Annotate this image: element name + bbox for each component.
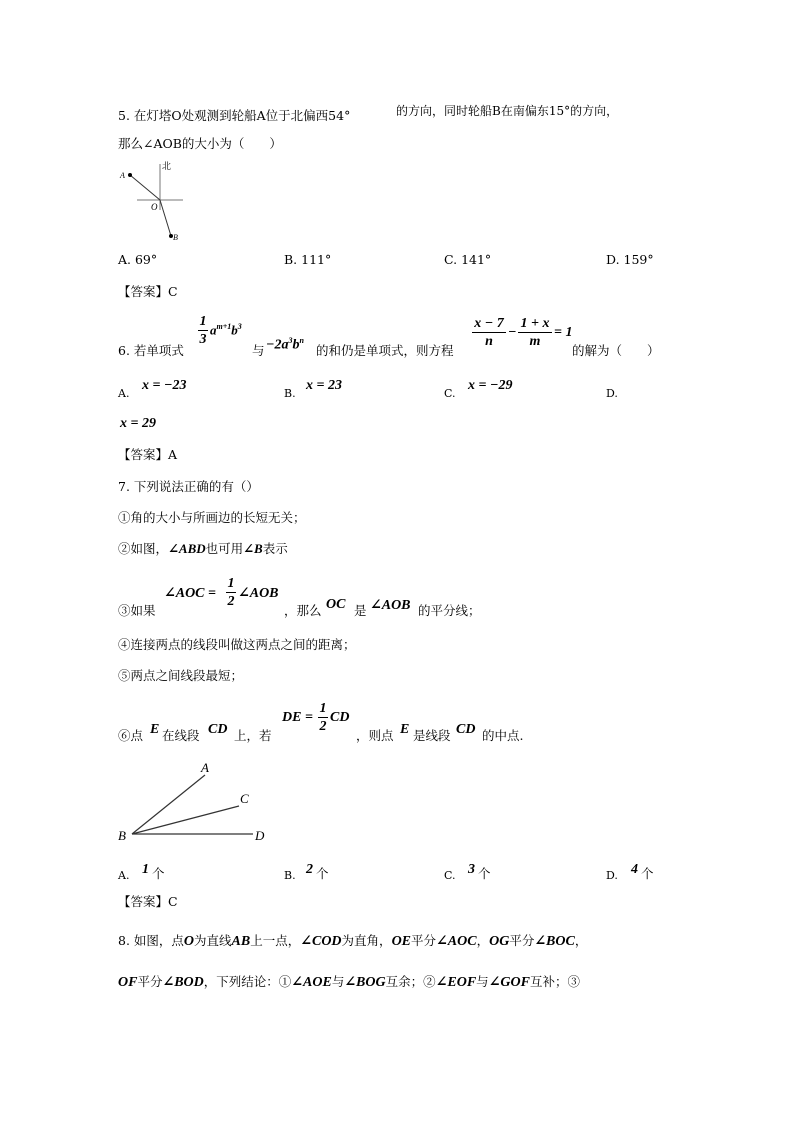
label-b: B: [118, 828, 126, 843]
q6-option-c-value: x = −29: [468, 378, 513, 393]
q7-option-a-label: A.: [118, 869, 130, 882]
q5-answer: 【答案】C: [118, 284, 178, 299]
q6-suffix: 的解为（ ）: [572, 343, 660, 358]
q6-equation-minus: −: [508, 325, 517, 340]
q5-option-b: B. 111°: [284, 252, 332, 267]
q7-s3-oc: OC: [326, 597, 346, 612]
q6-mono1-coefficient: 1 3: [199, 314, 207, 347]
q7-option-b-unit: 个: [316, 866, 329, 881]
q6-option-d-value: x = 29: [120, 416, 156, 431]
q7-option-b-label: B.: [284, 869, 296, 882]
label-a: A: [120, 171, 125, 180]
q6-option-b-label: B.: [284, 387, 296, 400]
ray-oa: [130, 175, 160, 200]
q7-s3-suffix: 的平分线；: [418, 603, 481, 618]
q7-s6-then: ，则点: [356, 728, 394, 743]
q5-option-d: D. 159°: [606, 252, 654, 267]
q7-s6-cd2: CD: [456, 722, 476, 737]
q7-s6-suffix: 的中点.: [482, 728, 524, 743]
q8-stem-line2: OF平分∠BOD，下列结论：①∠AOE与∠BOG互余；②∠EOF与∠GOF互补；③: [118, 974, 580, 990]
q6-option-c-label: C.: [444, 387, 456, 400]
q7-option-c-label: C.: [444, 869, 456, 882]
q7-s6-is-segment: 是线段: [413, 728, 451, 743]
q8-stem-line1: 8. 如图，点O为直线AB上一点，∠COD为直角，OE平分∠AOC，OG平分∠BOC，: [118, 933, 588, 949]
q7-s3-rhs: ∠AOB: [238, 586, 279, 601]
q7-answer: 【答案】C: [118, 894, 178, 909]
label-b: B: [173, 233, 178, 242]
q7-option-b-num: 2: [306, 862, 313, 877]
q7-s6-e2: E: [400, 722, 410, 737]
q6-option-b-value: x = 23: [306, 378, 342, 393]
q7-s6-cd: CD: [208, 722, 228, 737]
q7-s3-then: ，那么: [284, 603, 322, 618]
q7-statement-2: ②如图，∠ABD也可用∠B表示: [118, 541, 288, 556]
ray-ob: [160, 200, 171, 236]
q7-s6-fraction: 1 2: [319, 701, 327, 734]
q7-s6-rhs: CD: [330, 710, 350, 725]
q5-option-c: C. 141°: [444, 252, 492, 267]
q5-stem-line1a: 5. 在灯塔O处观测到轮船A位于北偏西54°: [118, 108, 351, 123]
q7-statement-5: ⑤两点之间线段最短；: [118, 668, 244, 683]
q7-title: 7. 下列说法正确的有（）: [118, 479, 259, 494]
q6-mono2: $-2a^3b^n$: [266, 336, 304, 353]
q7-s3-lhs: ∠AOC =: [164, 586, 216, 601]
q7-s3-is: 是: [354, 603, 367, 618]
q7-s6-lhs: DE =: [282, 710, 313, 725]
label-d: D: [255, 828, 265, 843]
q7-option-d-label: D.: [606, 869, 618, 882]
q7-option-c-num: 3: [468, 862, 475, 877]
q7-figure: [115, 758, 275, 848]
q6-option-d-label: D.: [606, 387, 618, 400]
label-o: O: [151, 202, 158, 212]
q6-option-a-value: x = −23: [142, 378, 187, 393]
label-a: A: [201, 760, 209, 775]
q5-figure: [115, 158, 195, 244]
ray-ba: [132, 775, 205, 834]
q7-option-c-unit: 个: [478, 866, 491, 881]
q7-option-d-unit: 个: [641, 866, 654, 881]
q7-option-a-unit: 个: [152, 866, 165, 881]
q7-option-d-num: 4: [631, 862, 638, 877]
q6-equation-rhs: = 1: [554, 325, 573, 340]
q7-statement-1: ①角的大小与所画边的长短无关；: [118, 510, 306, 525]
north-label: 北: [162, 161, 172, 171]
q7-option-a-num: 1: [142, 862, 149, 877]
q7-s6-e: E: [150, 722, 160, 737]
q6-answer: 【答案】A: [118, 447, 178, 462]
q7-statement-6-prefix: ⑥点: [118, 728, 144, 743]
q6-equation-fraction-1: x − 7 n: [472, 316, 506, 349]
q6-equation-fraction-2: 1 + x m: [518, 316, 552, 349]
point-a: [128, 173, 132, 177]
q6-mono1-variables: $a^{m+1}b^3$: [210, 322, 242, 338]
q7-s6-on-segment: 在线段: [162, 728, 200, 743]
q7-s3-fraction: 1 2: [227, 576, 235, 609]
q7-statement-4: ④连接两点的线段叫做这两点之间的距离；: [118, 637, 356, 652]
q5-option-a: A. 69°: [118, 252, 158, 267]
q6-mid: 的和仍是单项式，则方程: [316, 343, 454, 358]
label-c: C: [240, 791, 249, 806]
ray-bc: [132, 806, 239, 834]
q5-stem-line2: 那么∠AOB的大小为（ ）: [118, 136, 282, 151]
q7-statement-3-prefix: ③如果: [118, 603, 156, 618]
q5-stem-line1b: 的方向，同时轮船B在南偏东15°的方向，: [396, 104, 619, 118]
q7-s6-if: 上，若: [234, 728, 272, 743]
q6-option-a-label: A.: [118, 387, 130, 400]
q7-s3-aob: ∠AOB: [370, 598, 411, 613]
q6-prefix: 6. 若单项式: [118, 343, 184, 358]
q6-with: 与: [252, 343, 265, 358]
